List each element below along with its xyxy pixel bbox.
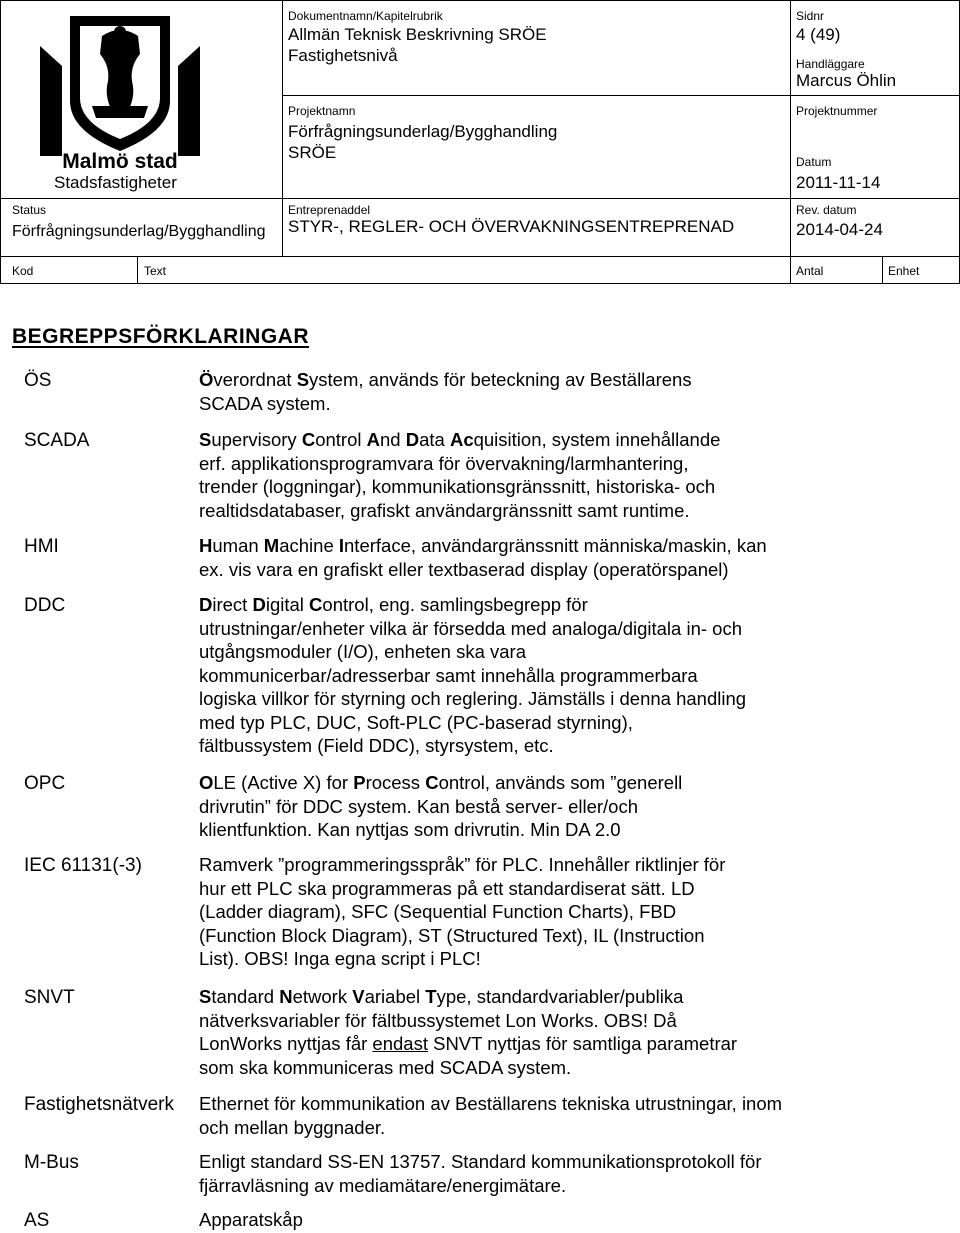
definition-text — [199, 985, 859, 1079]
doc-name-line1: Allmän Teknisk Beskrivning SRÖE — [288, 25, 547, 44]
document-header — [0, 0, 960, 283]
definition-line: med typ PLC, DUC, Soft-PLC (PC-baserad styrning), — [199, 711, 633, 733]
definition-line: trender (loggningar), kommunikationsgränssnitt, historiska- och — [199, 476, 716, 497]
definition-line: kommunicerbar/adresserbar samt innehålla programmerbara — [199, 664, 698, 686]
rev-date-label: Rev. datum — [796, 203, 857, 217]
definition-term: SNVT — [24, 987, 75, 1008]
definition-term: DDC — [24, 595, 66, 616]
definition-line: (Ladder diagram), SFC (Sequential Function Charts), FBD — [199, 901, 677, 922]
col-kod: Kod — [12, 264, 34, 278]
col-antal: Antal — [796, 264, 824, 278]
definition-line: fjärravläsning av mediamätare/energimätare. — [199, 1174, 567, 1196]
project-name-line1: Förfrågningsunderlag/Bygghandling — [288, 122, 558, 141]
definition-line: nätverksvariabler för fältbussystemet Lon Works. OBS! Då — [199, 1009, 677, 1031]
contract-value: STYR-, REGLER- OCH ÖVERVAKNINGSENTREPRENAD — [288, 217, 735, 236]
status-label: Status — [12, 203, 47, 217]
date-value: 2011-11-14 — [796, 173, 881, 192]
definition-line: utrustningar/enheter vilka är försedda med analoga/digitala in- och — [199, 617, 742, 639]
definition-line: ex. vis vara en grafiskt eller textbaserad display (operatörspanel) — [199, 558, 729, 580]
definition-line: utgångsmoduler (I/O), enheten ska vara — [199, 641, 527, 662]
definition-line: Apparatskåp — [199, 1209, 303, 1230]
definition-text — [199, 368, 859, 415]
org-department: Stadsfastigheter — [54, 173, 177, 192]
definition-line: SCADA system. — [199, 392, 331, 414]
definition-term: SCADA — [24, 430, 90, 451]
definition-term: OPC — [24, 773, 66, 794]
definition-line: Överordnat System, används för beteckning av Beställarens — [199, 369, 692, 390]
handler-value: Marcus Öhlin — [796, 71, 897, 90]
definition-line: klientfunktion. Kan nyttjas som drivrutin. Min DA 2.0 — [199, 819, 621, 840]
logo-text: Malmö stad — [62, 150, 178, 173]
definition-line: Human Machine Interface, användargränssnitt människa/maskin, kan — [199, 535, 767, 556]
definition-line: Standard Network Variabel Type, standardvariabler/publika — [199, 986, 684, 1007]
definition-line: Supervisory Control And Data Acquisition, system innehållande — [199, 429, 721, 450]
definition-text — [199, 428, 859, 522]
definition-text — [199, 1208, 859, 1232]
definition-line: logiska villkor för styrning och reglering. Jämställs i denna handling — [199, 688, 747, 709]
definition-term: IEC 61131(-3) — [24, 855, 142, 876]
project-name-label: Projektnamn — [288, 104, 356, 118]
definition-line: Enligt standard SS-EN 13757. Standard kommunikationsprotokoll för — [199, 1151, 762, 1172]
definition-line: Ramverk ”programmeringsspråk” för PLC. Innehåller riktlinjer för — [199, 854, 726, 875]
definition-text — [199, 534, 859, 581]
definition-text — [199, 853, 859, 971]
definition-line: (Function Block Diagram), ST (Structured Text), IL (Instruction — [199, 924, 705, 946]
definition-text — [199, 593, 859, 758]
definition-line: OLE (Active X) for Process Control, används som ”generell — [199, 772, 683, 793]
doc-name-label: Dokumentnamn/Kapitelrubrik — [288, 9, 443, 23]
definition-text — [199, 1150, 859, 1197]
definition-text — [199, 1092, 859, 1139]
definition-term: M-Bus — [24, 1152, 79, 1173]
rev-date-value: 2014-04-24 — [796, 220, 883, 239]
definition-line: fältbussystem (Field DDC), styrsystem, etc. — [199, 735, 554, 756]
page-label: Sidnr — [796, 9, 825, 23]
definition-term: ÖS — [24, 370, 52, 391]
definition-line: LonWorks nyttjas får endast SNVT nyttjas för samtliga parametrar — [199, 1033, 738, 1054]
definition-text — [199, 771, 859, 842]
contract-label: Entreprenaddel — [288, 203, 371, 217]
page-value: 4 (49) — [796, 25, 841, 44]
section-title: BEGREPPSFÖRKLARINGAR — [12, 325, 310, 348]
definition-line: och mellan byggnader. — [199, 1116, 386, 1138]
definition-term: AS — [24, 1210, 50, 1231]
definition-term: Fastighetsnätverk — [24, 1094, 174, 1115]
definition-line: hur ett PLC ska programmeras på ett standardiserat sätt. LD — [199, 877, 695, 899]
definition-line: realtidsdatabaser, grafiskt användargränssnitt samt runtime. — [199, 499, 690, 521]
definition-line: som ska kommuniceras med SCADA system. — [199, 1056, 572, 1078]
definition-line: Direct Digital Control, eng. samlingsbegrepp för — [199, 594, 588, 615]
definition-line: Ethernet för kommunikation av Beställarens tekniska utrustningar, inom — [199, 1093, 783, 1114]
handler-label: Handläggare — [796, 57, 865, 71]
project-number-label: Projektnummer — [796, 104, 878, 118]
definition-line: erf. applikationsprogramvara för övervakning/larmhantering, — [199, 452, 689, 474]
status-value: Förfrågningsunderlag/Bygghandling — [12, 223, 266, 240]
doc-name-line2: Fastighetsnivå — [288, 46, 398, 65]
project-name-line2: SRÖE — [288, 143, 337, 162]
date-label: Datum — [796, 155, 832, 169]
definition-term: HMI — [24, 536, 59, 557]
definition-line: List). OBS! Inga egna script i PLC! — [199, 948, 481, 969]
malmo-stad-logo — [40, 6, 200, 174]
col-text: Text — [144, 264, 167, 278]
col-enhet: Enhet — [888, 264, 920, 278]
definition-line: drivrutin” för DDC system. Kan bestå server- eller/och — [199, 795, 638, 817]
